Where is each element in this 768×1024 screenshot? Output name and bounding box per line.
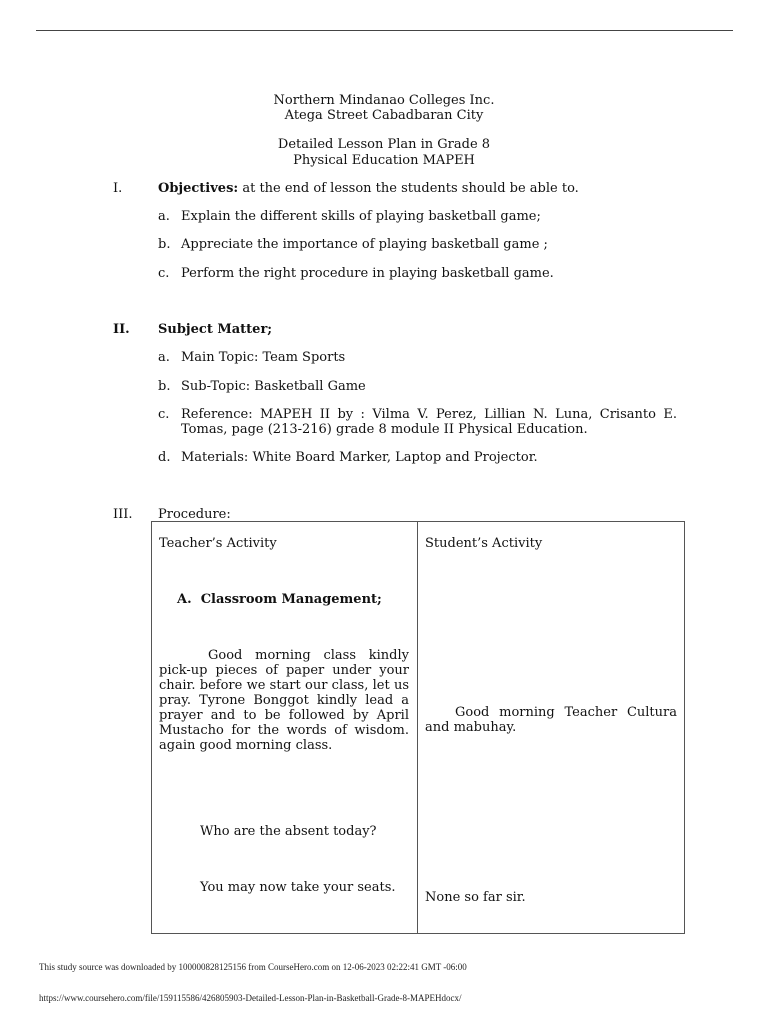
subject-letter: d. [158, 450, 171, 465]
teacher-seats-instruction: You may now take your seats. [200, 880, 396, 895]
source-url-link[interactable]: https://www.coursehero.com/file/159115586/426805903-Detailed-Lesson-Plan-in-Basketball-Grade-8-MAPEHdocx/ [39, 993, 462, 1003]
objective-text: Appreciate the importance of playing basketball game ; [181, 237, 548, 252]
download-notice: This study source was downloaded by 100000828125156 from CourseHero.com on 12-06-2023 02:22:41 GMT -06:00 [39, 962, 467, 972]
objectives-title: Objectives: [158, 181, 239, 196]
school-name: Northern Mindanao Colleges Inc. [273, 93, 495, 108]
subject-letter: c. [158, 407, 170, 422]
teacher-activity-column [152, 522, 418, 934]
classroom-management-heading [177, 592, 382, 607]
procedure-table [151, 521, 685, 934]
procedure-title: Procedure: [158, 507, 231, 522]
objectives-intro: at the end of lesson the students should be able to. [238, 181, 579, 196]
teacher-activity-header: Teacher’s Activity [159, 536, 277, 551]
section-title: Classroom Management; [200, 592, 382, 607]
teacher-greeting-paragraph: Good morning class kindly pick-up pieces of paper under your chair. before we start our class, let us pray. Tyrone Bonggot kindly lead a prayer and to be followed by April Mustacho for the words of wisdom. again good morning class. [159, 648, 409, 753]
objective-letter: c. [158, 266, 170, 281]
student-greeting: Good morning Teacher Cultura and mabuhay. [425, 705, 677, 735]
objectives-heading [158, 181, 579, 196]
section-letter: A. [177, 592, 192, 607]
student-activity-column [418, 522, 685, 934]
teacher-absent-question: Who are the absent today? [200, 824, 377, 839]
subject-text: Sub-Topic: Basketball Game [181, 379, 366, 394]
objective-letter: b. [158, 237, 171, 252]
subject-text: Reference: MAPEH II by : Vilma V. Perez, Lillian N. Luna, Crisanto E. Tomas, page (213-216) grade 8 module II Physical Education. [181, 407, 677, 437]
subject-text: Main Topic: Team Sports [181, 350, 346, 365]
plan-title: Detailed Lesson Plan in Grade 8 [277, 137, 491, 152]
objectives-numeral: I. [113, 181, 123, 196]
objective-text: Perform the right procedure in playing basketball game. [181, 266, 554, 281]
subject-matter-numeral: II. [113, 322, 130, 337]
subject-text: Materials: White Board Marker, Laptop and Projector. [181, 450, 538, 465]
objective-text: Explain the different skills of playing basketball game; [181, 209, 541, 224]
student-activity-header: Student’s Activity [425, 536, 543, 551]
subject-matter-title: Subject Matter; [158, 322, 273, 337]
school-address: Atega Street Cabadbaran City [284, 108, 484, 123]
procedure-numeral: III. [113, 507, 133, 522]
subject-letter: b. [158, 379, 171, 394]
student-absent-reply: None so far sir. [425, 890, 526, 905]
subject-letter: a. [158, 350, 170, 365]
top-rule [36, 30, 733, 31]
plan-subject: Physical Education MAPEH [293, 153, 475, 168]
objective-letter: a. [158, 209, 170, 224]
